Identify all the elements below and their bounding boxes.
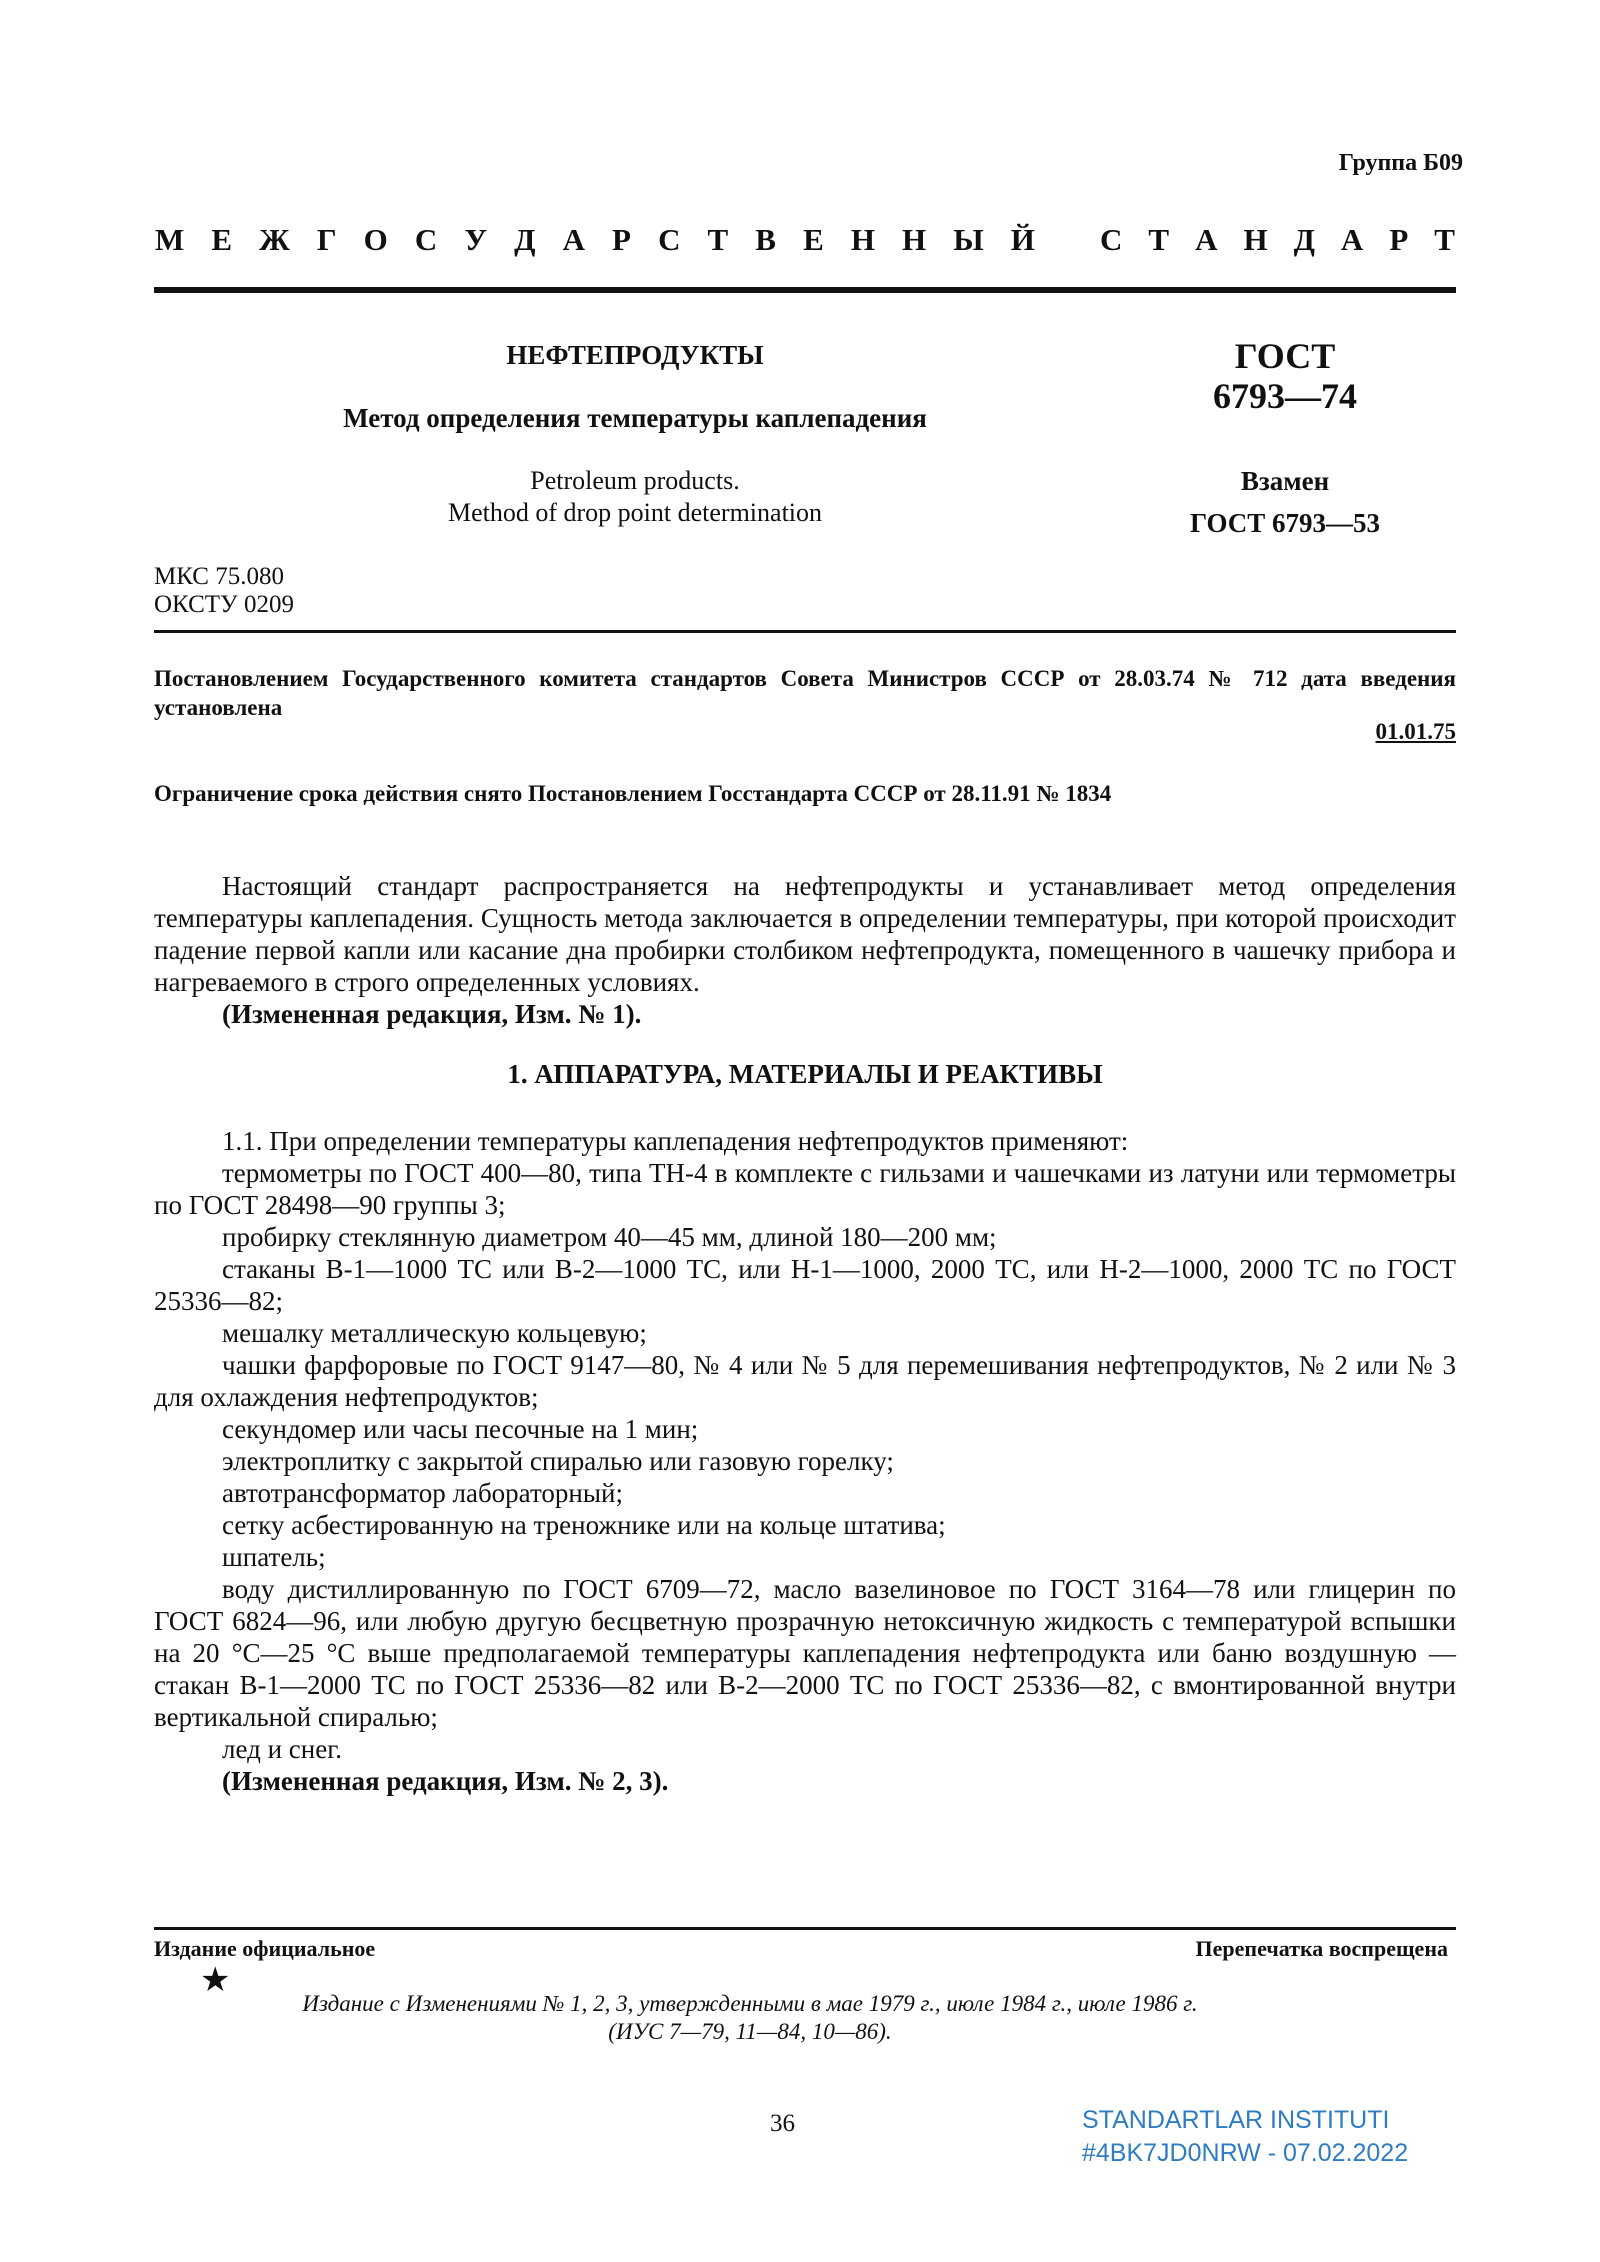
list-item: чашки фарфоровые по ГОСТ 9147—80, № 4 или № 5 для перемешивания нефтепродуктов, № 2 или № 3 для охлаждения нефтепродуктов;	[154, 1350, 1456, 1412]
revision-note: (Измененная редакция, Изм. № 2, 3).	[222, 1766, 669, 1796]
title-letter: Е	[211, 222, 233, 257]
list-item: мешалку металлическую кольцевую;	[222, 1318, 647, 1348]
standard-type-title	[155, 222, 1455, 258]
title-letter: Н	[850, 222, 875, 257]
title-letter: Т	[1148, 222, 1170, 257]
document-subtitle: Метод определения температуры каплепадения	[343, 403, 927, 433]
effective-date: 01.01.75	[1375, 719, 1456, 744]
stamp-line: STANDARTLAR INSTITUTI	[1082, 2106, 1390, 2134]
title-letter: А	[1340, 222, 1364, 257]
list-item: автотрансформатор лабораторный;	[222, 1478, 623, 1508]
title-word-standard	[1100, 222, 1455, 258]
title-letter: Ж	[259, 222, 290, 257]
title-letter: С	[1100, 222, 1123, 257]
list-item: 1.1. При определении температуры каплепадения нефтепродуктов применяют:	[222, 1126, 1129, 1156]
page-number: 36	[770, 2110, 795, 2137]
list-item: термометры по ГОСТ 400—80, типа ТН-4 в комплекте с гильзами и чашечками из латуни или термометры по ГОСТ 28498—90 группы 3;	[154, 1158, 1456, 1220]
title-letter: Ы	[953, 222, 984, 257]
title-letter: В	[755, 222, 776, 257]
list-item: сетку асбестированную на треножнике или на кольце штатива;	[222, 1510, 946, 1540]
no-reprint-label: Перепечатка воспрещена	[1195, 1936, 1448, 1961]
section-heading: 1. АППАРАТУРА, МАТЕРИАЛЫ И РЕАКТИВЫ	[507, 1059, 1103, 1089]
stamp-line: #4BK7JD0NRW - 07.02.2022	[1082, 2139, 1409, 2167]
title-letter: Т	[1434, 222, 1455, 257]
star-icon: ★	[200, 1962, 231, 1999]
list-item: пробирку стеклянную диаметром 40—45 мм, длиной 180—200 мм;	[222, 1222, 997, 1252]
title-letter: С	[414, 222, 438, 257]
title-letter: Н	[1243, 222, 1268, 257]
title-letter: Д	[1293, 222, 1315, 257]
list-item: шпатель;	[222, 1542, 326, 1572]
list-item: воду дистиллированную по ГОСТ 6709—72, масло вазелиновое по ГОСТ 3164—78 или глицерин по ГОСТ 6824—96, или любую другую бесцветную прозрачную нетоксичную жидкость с температурой вспышки на 20 °С—25 °С выше предполагаемой температуры каплепадения нефтепродукта или баню воздушную — стакан В-1—2000 ТС по ГОСТ 25336—82 или В-2—2000 ТС по ГОСТ 25336—82, с вмонтированной внутри вертикальной спиралью;	[154, 1574, 1456, 1732]
group-label: Группа Б09	[1338, 150, 1463, 176]
gost-label: ГОСТ	[1234, 336, 1336, 376]
title-letter: У	[464, 222, 488, 257]
header-rule	[154, 287, 1456, 293]
okstu-code: ОКСТУ 0209	[154, 591, 295, 618]
title-letter: Р	[1389, 222, 1409, 257]
title-letter: Е	[803, 222, 824, 257]
intro-section	[154, 870, 1456, 1030]
title-letter: А	[1195, 222, 1218, 257]
document-name: НЕФТЕПРОДУКТЫ	[506, 340, 764, 370]
list-item: лед и снег.	[222, 1734, 342, 1764]
mks-code: МКС 75.080	[154, 563, 284, 590]
title-letter: Д	[514, 222, 536, 257]
title-letter: Й	[1010, 222, 1035, 257]
replaces-value: ГОСТ 6793—53	[1189, 508, 1381, 538]
edition-note	[150, 1990, 1350, 2046]
title-letter: Н	[902, 222, 927, 257]
apparatus-list	[154, 1125, 1456, 1797]
codes-rule	[154, 630, 1456, 633]
decree-text: Постановлением Государственного комитета стандартов Совета Министров СССР от 28.03.74 № 712 дата введения установлена	[154, 666, 1456, 720]
replaces-block	[1160, 460, 1410, 544]
replaces-label: Взамен	[1240, 466, 1330, 496]
list-item: стаканы В-1—1000 ТС или В-2—1000 ТС, или Н-1—1000, 2000 ТС, или Н-2—1000, 2000 ТС по ГОСТ 25336—82;	[154, 1254, 1456, 1316]
title-letter: Т	[707, 222, 729, 257]
edition-note-line: (ИУС 7—79, 11—84, 10—86).	[608, 2019, 892, 2044]
classification-codes	[154, 563, 294, 619]
official-edition-label: Издание официальное	[154, 1936, 376, 1961]
list-item: электроплитку с закрытой спиралью или газовую горелку;	[222, 1446, 894, 1476]
title-word-interstate	[155, 222, 1035, 258]
footer-rule	[154, 1927, 1456, 1930]
institute-stamp	[1082, 2104, 1408, 2170]
title-letter: Р	[612, 222, 631, 257]
title-letter: Г	[316, 222, 337, 257]
edition-note-line: Издание с Изменениями № 1, 2, 3, утвержденными в мае 1979 г., июле 1984 г., июле 1986 г.	[302, 1991, 1198, 2016]
list-item: секундомер или часы песочные на 1 мин;	[222, 1414, 699, 1444]
intro-paragraph: Настоящий стандарт распространяется на нефтепродукты и устанавливает метод определения температуры каплепадения. Сущность метода заключается в определении температуры, при которой происходит падение первой капли или касание дна пробирки столбиком нефтепродукта, помещенного в чашечку прибора и нагреваемого в строго определенных условиях.	[154, 871, 1456, 997]
title-letter: М	[155, 222, 185, 257]
title-letter: А	[562, 222, 585, 257]
gost-code: 6793—74	[1213, 376, 1357, 416]
english-title-line: Method of drop point determination	[447, 498, 823, 527]
limit-removed-text: Ограничение срока действия снято Постановлением Госстандарта СССР от 28.11.91 № 1834	[154, 781, 1112, 806]
title-letter: С	[658, 222, 681, 257]
revision-note: (Измененная редакция, Изм. № 1).	[222, 999, 642, 1029]
title-letter: О	[363, 222, 388, 257]
gost-number	[1160, 336, 1410, 416]
english-title-line: Petroleum products.	[530, 466, 740, 495]
english-title	[330, 465, 940, 529]
